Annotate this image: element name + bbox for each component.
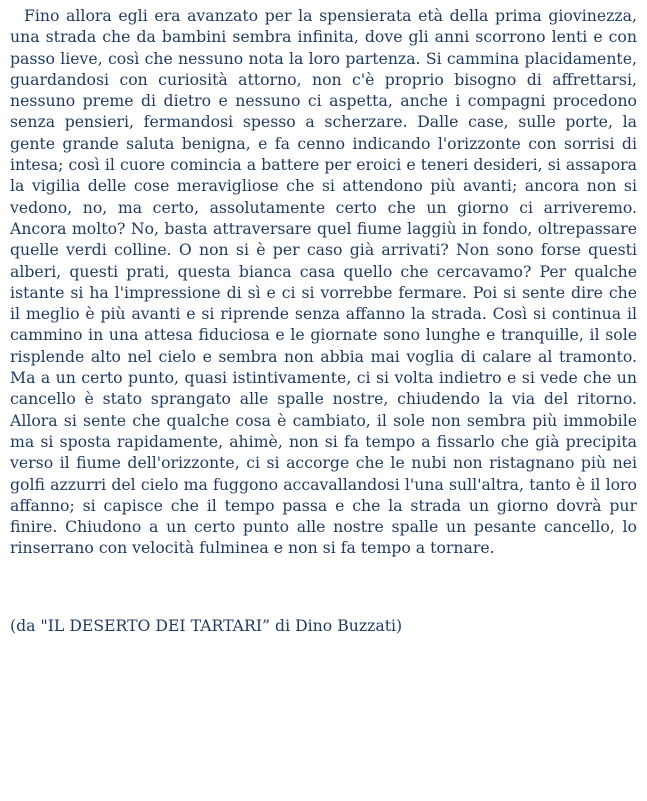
- literary-passage: Fino allora egli era avanzato per la spensierata età della prima giovinezza, una strada che da bambini sembra infinita, dove gli anni scorrono lenti e con passo lieve, così che nessuno nota la loro partenza. Si cammina placidamente, guardandosi con curiosità attorno, non c'è proprio bisogno di affrettarsi, nessuno preme di dietro e nessuno ci aspetta, anche i compagni procedono senza pensieri, fermandosi spesso a scherzare. Dalle case, sulle porte, la gente grande saluta benigna, e fa cenno indicando l'orizzonte con sorrisi di intesa; così il cuore comincia a battere per eroici e teneri desideri, si assapora la vigilia delle cose meravigliose che si attendono più avanti; ancora non si vedono, no, ma certo, assolutamente certo che un giorno ci arriveremo. Ancora molto? No, basta attraversare quel fiume laggiù in fondo, oltrepassare quelle verdi colline. O non si è per caso già arrivati? Non sono forse questi alberi, questi prati, questa bianca casa quello che cercavamo? Per qualche istante si ha l'impressione di sì e ci si vorrebbe fermare. Poi si sente dire che il meglio è più avanti e si riprende senza affanno la strada. Così si continua il cammino in una attesa fiduciosa e le giornate sono lunghe e tranquille, il sole risplende alto nel cielo e sembra non abbia mai voglia di calare al tramonto. Ma a un certo punto, quasi istintivamente, ci si volta indietro e si vede che un cancello è stato sprangato alle spalle nostre, chiudendo la via del ritorno. Allora si sente che qualche cosa è cambiato, il sole non sembra più immobile ma si sposta rapidamente, ahimè, non si fa tempo a fissarlo che già precipita verso il fiume dell'orizzonte, ci si accorge che le nubi non ristagnano più nei golfi azzurri del cielo ma fuggono accavallandosi l'una sull'altra, tanto è il loro affanno; si capisce che il tempo passa e che la strada un giorno dovrà pur finire. Chiudono a un certo punto alle nostre spalle un pesante cancello, lo rinserrano con velocità fulminea e non si fa tempo a tornare.: [10, 6, 637, 558]
- source-citation: (da "IL DESERTO DEI TARTARI” di Dino Buzzati): [10, 616, 403, 635]
